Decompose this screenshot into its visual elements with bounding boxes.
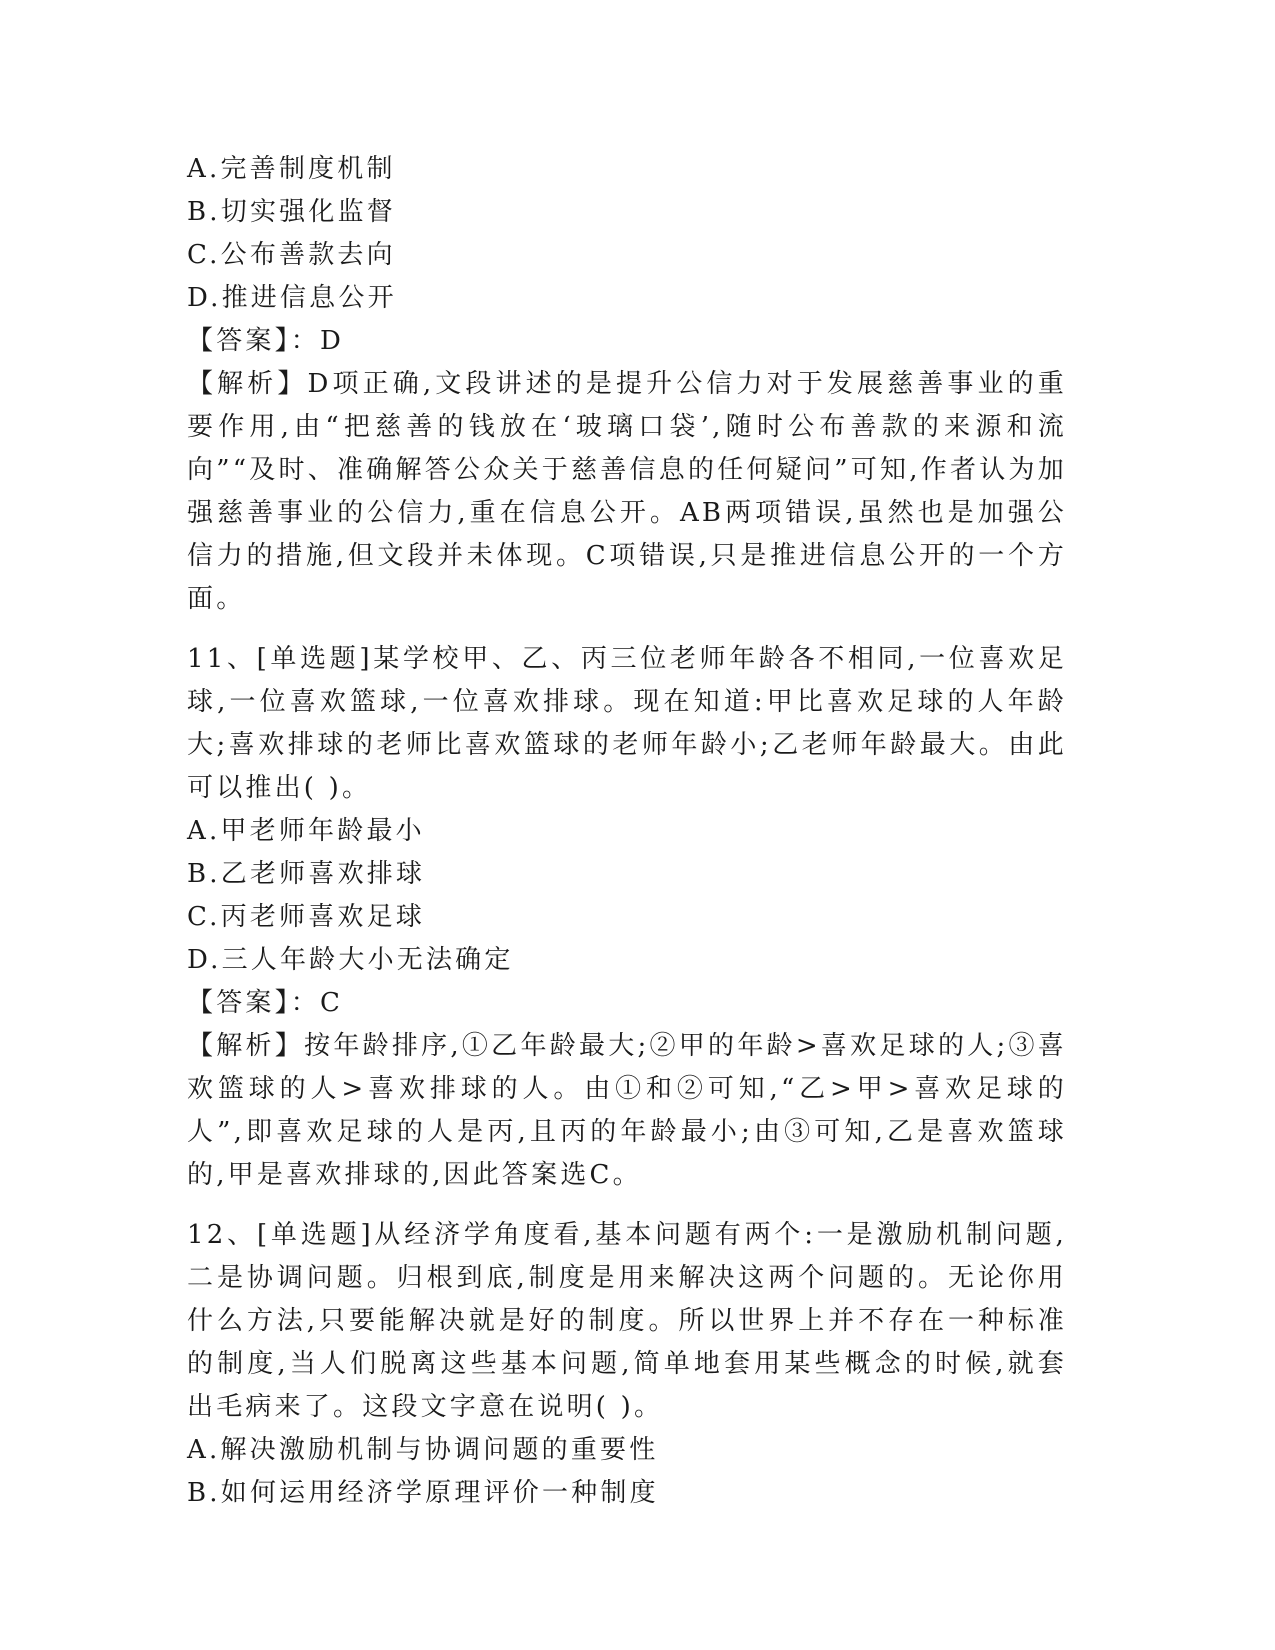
option-c: C.丙老师喜欢足球 xyxy=(187,902,426,932)
page-content xyxy=(187,148,1067,1515)
answer: 【答案】：D xyxy=(187,326,345,356)
question-stem: 12、[单选题]从经济学角度看,基本问题有两个:一是激励机制问题,二是协调问题。归根到底,制度是用来解决这两个问题的。无论你用什么方法,只要能解决就是好的制度。所以世界上并不存在一种标准的制度,当人们脱离这些基本问题,简单地套用某些概念的时候,就套出毛病来了。这段文字意在说明( )。 xyxy=(187,1220,1067,1422)
question-10-tail xyxy=(187,148,1067,621)
question-stem: 11、[单选题]某学校甲、乙、丙三位老师年龄各不相同,一位喜欢足球,一位喜欢篮球,一位喜欢排球。现在知道:甲比喜欢足球的人年龄大;喜欢排球的老师比喜欢篮球的老师年龄小;乙老师年龄最大。由此可以推出( )。 xyxy=(187,644,1067,803)
analysis: 【解析】D项正确,文段讲述的是提升公信力对于发展慈善事业的重要作用,由“把慈善的钱放在‘玻璃口袋’,随时公布善款的来源和流向”“及时、准确解答公众关于慈善信息的任何疑问”可知,作者认为加强慈善事业的公信力,重在信息公开。AB两项错误,虽然也是加强公信力的措施,但文段并未体现。C项错误,只是推进信息公开的一个方面。 xyxy=(187,369,1067,614)
option-b: B.切实强化监督 xyxy=(187,197,396,227)
analysis: 【解析】按年龄排序,①乙年龄最大;②甲的年龄>喜欢足球的人;③喜欢篮球的人>喜欢排球的人。由①和②可知,“乙>甲>喜欢足球的人”,即喜欢足球的人是丙,且丙的年龄最小;由③可知,乙是喜欢篮球的,甲是喜欢排球的,因此答案选C。 xyxy=(187,1031,1067,1190)
answer: 【答案】：C xyxy=(187,988,344,1018)
option-c: C.公布善款去向 xyxy=(187,240,396,270)
option-b: B.乙老师喜欢排球 xyxy=(187,859,426,889)
option-a: A.完善制度机制 xyxy=(187,154,396,184)
option-b: B.如何运用经济学原理评价一种制度 xyxy=(187,1478,659,1508)
question-12 xyxy=(187,1214,1067,1515)
option-a: A.甲老师年龄最小 xyxy=(187,816,425,846)
question-11 xyxy=(187,638,1067,1197)
option-d: D.三人年龄大小无法确定 xyxy=(187,945,514,975)
option-d: D.推进信息公开 xyxy=(187,283,397,313)
option-a: A.解决激励机制与协调问题的重要性 xyxy=(187,1435,659,1465)
